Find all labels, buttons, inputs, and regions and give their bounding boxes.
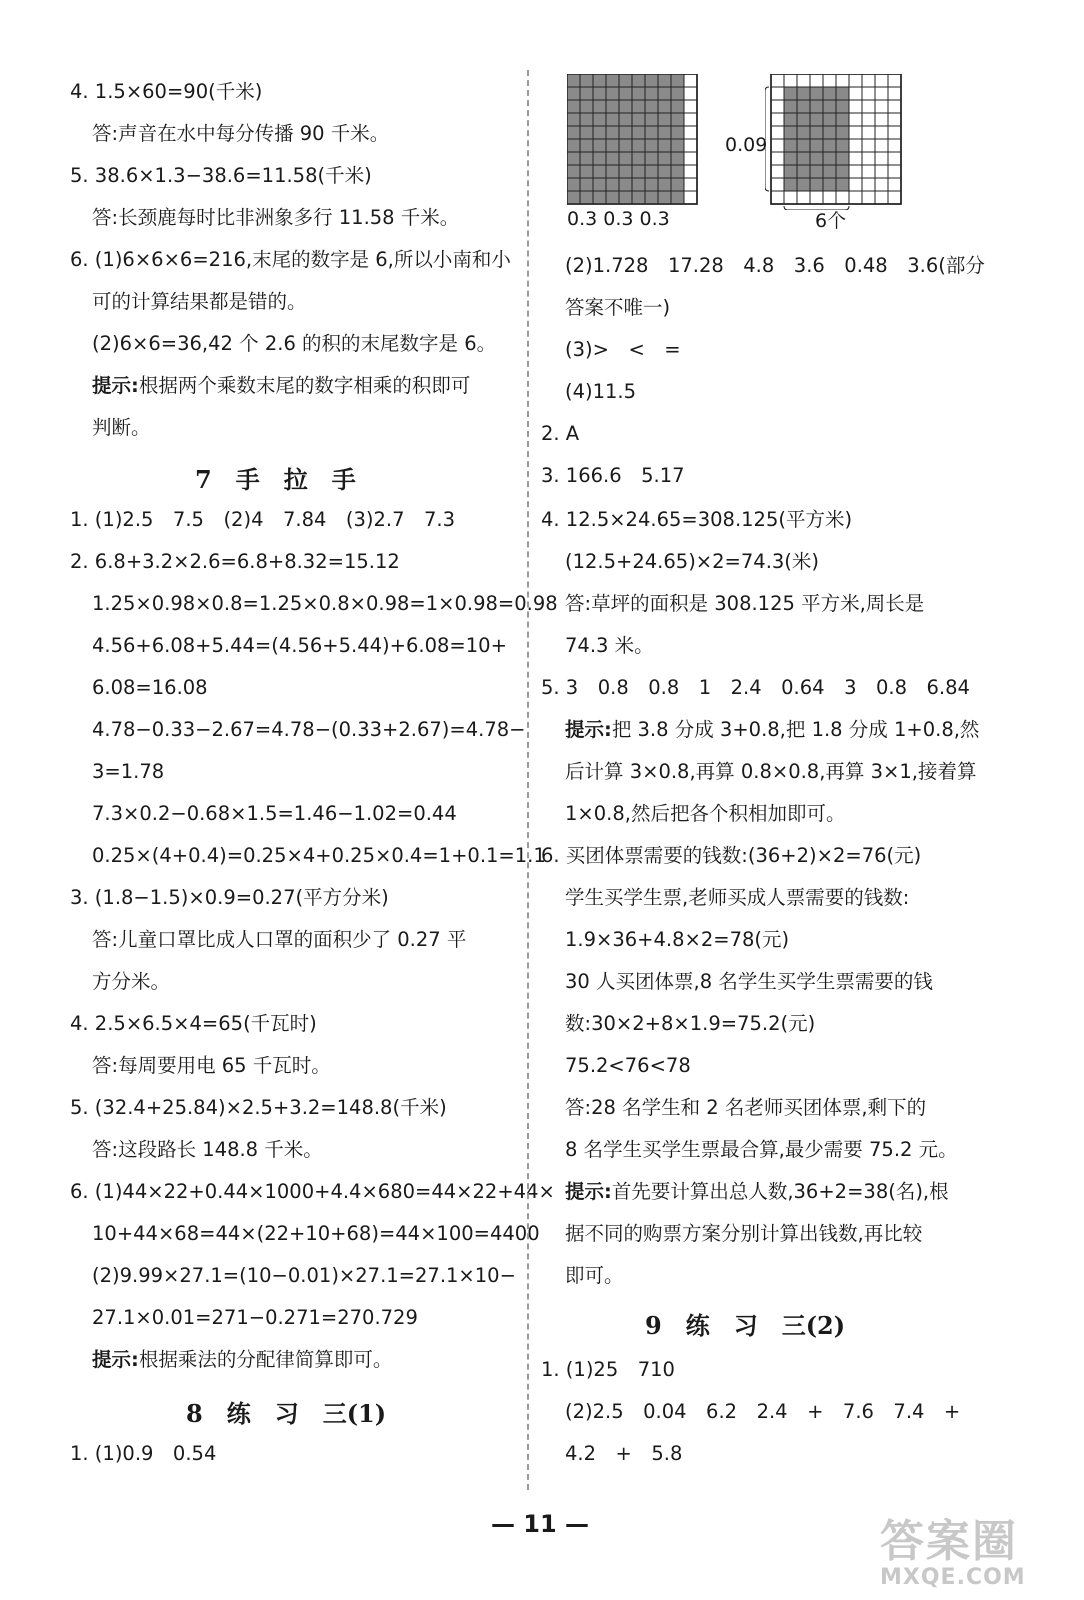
answer-line: 75.2<76<78: [565, 1054, 691, 1077]
answer-line: (2)6×6=36,42 个 2.6 的积的末尾数字是 6。: [92, 332, 497, 355]
watermark-text: 答案圈: [880, 1516, 1018, 1567]
answer-line: 1. (1)0.9 0.54: [70, 1442, 217, 1465]
answer-line: 30 人买团体票,8 名学生买学生票需要的钱: [565, 970, 933, 993]
grid-figure-1: [567, 74, 707, 210]
answer-line: 判断。: [92, 416, 151, 439]
hint-label: 提示:: [565, 1180, 612, 1203]
answer-line: 4. 1.5×60=90(千米): [70, 80, 263, 103]
hint-text: 首先要计算出总人数,36+2=38(名),根: [611, 1180, 949, 1203]
hint-label: 提示:: [565, 718, 612, 741]
answer-line: 后计算 3×0.8,再算 0.8×0.8,再算 3×1,接着算: [565, 760, 977, 783]
answer-line: (2)1.728 17.28 4.8 3.6 0.48 3.6(部分: [565, 254, 985, 277]
answer-line: 3. (1.8−1.5)×0.9=0.27(平方分米): [70, 886, 389, 909]
grid-label-count: 6个: [815, 210, 847, 232]
answer-line: 答:草坪的面积是 308.125 平方米,周长是: [565, 592, 925, 615]
answer-line: 4.78−0.33−2.67=4.78−(0.33+2.67)=4.78−: [92, 718, 526, 741]
answer-line: (4)11.5: [565, 380, 637, 403]
answer-line: 3=1.78: [92, 760, 165, 783]
hint-text: 根据乘法的分配律简算即可。: [138, 1348, 393, 1371]
page-number: — 11 —: [490, 1510, 590, 1538]
answer-line: 5. (32.4+25.84)×2.5+3.2=148.8(千米): [70, 1096, 447, 1119]
answer-line: 6. (1)6×6×6=216,末尾的数字是 6,所以小南和小: [70, 248, 511, 271]
answer-line: (2)2.5 0.04 6.2 2.4 + 7.6 7.4 +: [565, 1400, 961, 1423]
watermark-logo: [880, 1505, 1070, 1595]
section-heading-7: 7 手 拉 手: [195, 465, 356, 494]
answer-line: 学生买学生票,老师买成人票需要的钱数:: [565, 886, 910, 909]
answer-line: 27.1×0.01=271−0.271=270.729: [92, 1306, 418, 1329]
answer-line: 4. 2.5×6.5×4=65(千瓦时): [70, 1012, 317, 1035]
answer-line: 据不同的购票方案分别计算出钱数,再比较: [565, 1222, 923, 1245]
answer-line: 8 名学生买学生票最合算,最少需要 75.2 元。: [565, 1138, 958, 1161]
hint-line: [565, 716, 979, 744]
answer-line: 答:每周要用电 65 千瓦时。: [92, 1054, 331, 1077]
hint-line: [92, 372, 470, 400]
answer-line: 4.56+6.08+5.44=(4.56+5.44)+6.08=10+: [92, 634, 507, 657]
answer-line: 即可。: [565, 1264, 624, 1287]
answer-line: 答:长颈鹿每时比非洲象多行 11.58 千米。: [92, 206, 460, 229]
section-heading-8: 8 练 习 三(1): [186, 1399, 387, 1428]
grid-figure-2: [765, 74, 905, 210]
answer-line: (12.5+24.65)×2=74.3(米): [565, 550, 820, 573]
answer-line: 6. 买团体票需要的钱数:(36+2)×2=76(元): [541, 844, 922, 867]
answer-line: 方分米。: [92, 970, 171, 993]
hint-line: [565, 1178, 949, 1206]
hint-label: 提示:: [92, 374, 139, 397]
answer-line: 74.3 米。: [565, 634, 654, 657]
hint-label: 提示:: [92, 1348, 139, 1371]
answer-line: 5. 38.6×1.3−38.6=11.58(千米): [70, 164, 372, 187]
grid-label-decimals: 0.3 0.3 0.3: [567, 208, 670, 230]
answer-line: 答:声音在水中每分传播 90 千米。: [92, 122, 390, 145]
answer-line: (3)> < =: [565, 338, 681, 361]
answer-line: 3. 166.6 5.17: [541, 464, 685, 487]
answer-line: 答:儿童口罩比成人口罩的面积少了 0.27 平: [92, 928, 467, 951]
watermark-url: MXQE.COM: [880, 1565, 1026, 1590]
answer-line: 数:30×2+8×1.9=75.2(元): [565, 1012, 816, 1035]
section-heading-9: 9 练 习 三(2): [645, 1311, 846, 1340]
answer-line: 0.25×(4+0.4)=0.25×4+0.25×0.4=1+0.1=1.1: [92, 844, 546, 867]
hint-line: [92, 1346, 392, 1374]
answer-line: 2. A: [541, 422, 580, 445]
answer-line: 4.2 + 5.8: [565, 1442, 683, 1465]
answer-line: 4. 12.5×24.65=308.125(平方米): [541, 508, 853, 531]
hint-text: 把 3.8 分成 3+0.8,把 1.8 分成 1+0.8,然: [611, 718, 980, 741]
answer-line: 6. (1)44×22+0.44×1000+4.4×680=44×22+44×: [70, 1180, 555, 1203]
answer-line: 7.3×0.2−0.68×1.5=1.46−1.02=0.44: [92, 802, 457, 825]
answer-line: 1. (1)25 710: [541, 1358, 675, 1381]
answer-line: 10+44×68=44×(22+10+68)=44×100=4400: [92, 1222, 540, 1245]
answer-line: 1×0.8,然后把各个积相加即可。: [565, 802, 846, 825]
column-divider: [527, 70, 529, 1490]
hint-text: 根据两个乘数末尾的数字相乘的积即可: [138, 374, 471, 397]
answer-line: 1.25×0.98×0.8=1.25×0.8×0.98=1×0.98=0.98: [92, 592, 558, 615]
answer-line: 答:28 名学生和 2 名老师买团体票,剩下的: [565, 1096, 927, 1119]
grid-label-0-09: 0.09: [725, 134, 768, 156]
answer-line: 1.9×36+4.8×2=78(元): [565, 928, 790, 951]
answer-line: 1. (1)2.5 7.5 (2)4 7.84 (3)2.7 7.3: [70, 508, 456, 531]
answer-line: 6.08=16.08: [92, 676, 208, 699]
answer-line: 答案不唯一): [565, 296, 671, 319]
answer-line: 答:这段路长 148.8 千米。: [92, 1138, 323, 1161]
answer-line: (2)9.99×27.1=(10−0.01)×27.1=27.1×10−: [92, 1264, 516, 1287]
answer-line: 5. 3 0.8 0.8 1 2.4 0.64 3 0.8 6.84: [541, 676, 970, 699]
answer-line: 2. 6.8+3.2×2.6=6.8+8.32=15.12: [70, 550, 400, 573]
answer-line: 可的计算结果都是错的。: [92, 290, 307, 313]
